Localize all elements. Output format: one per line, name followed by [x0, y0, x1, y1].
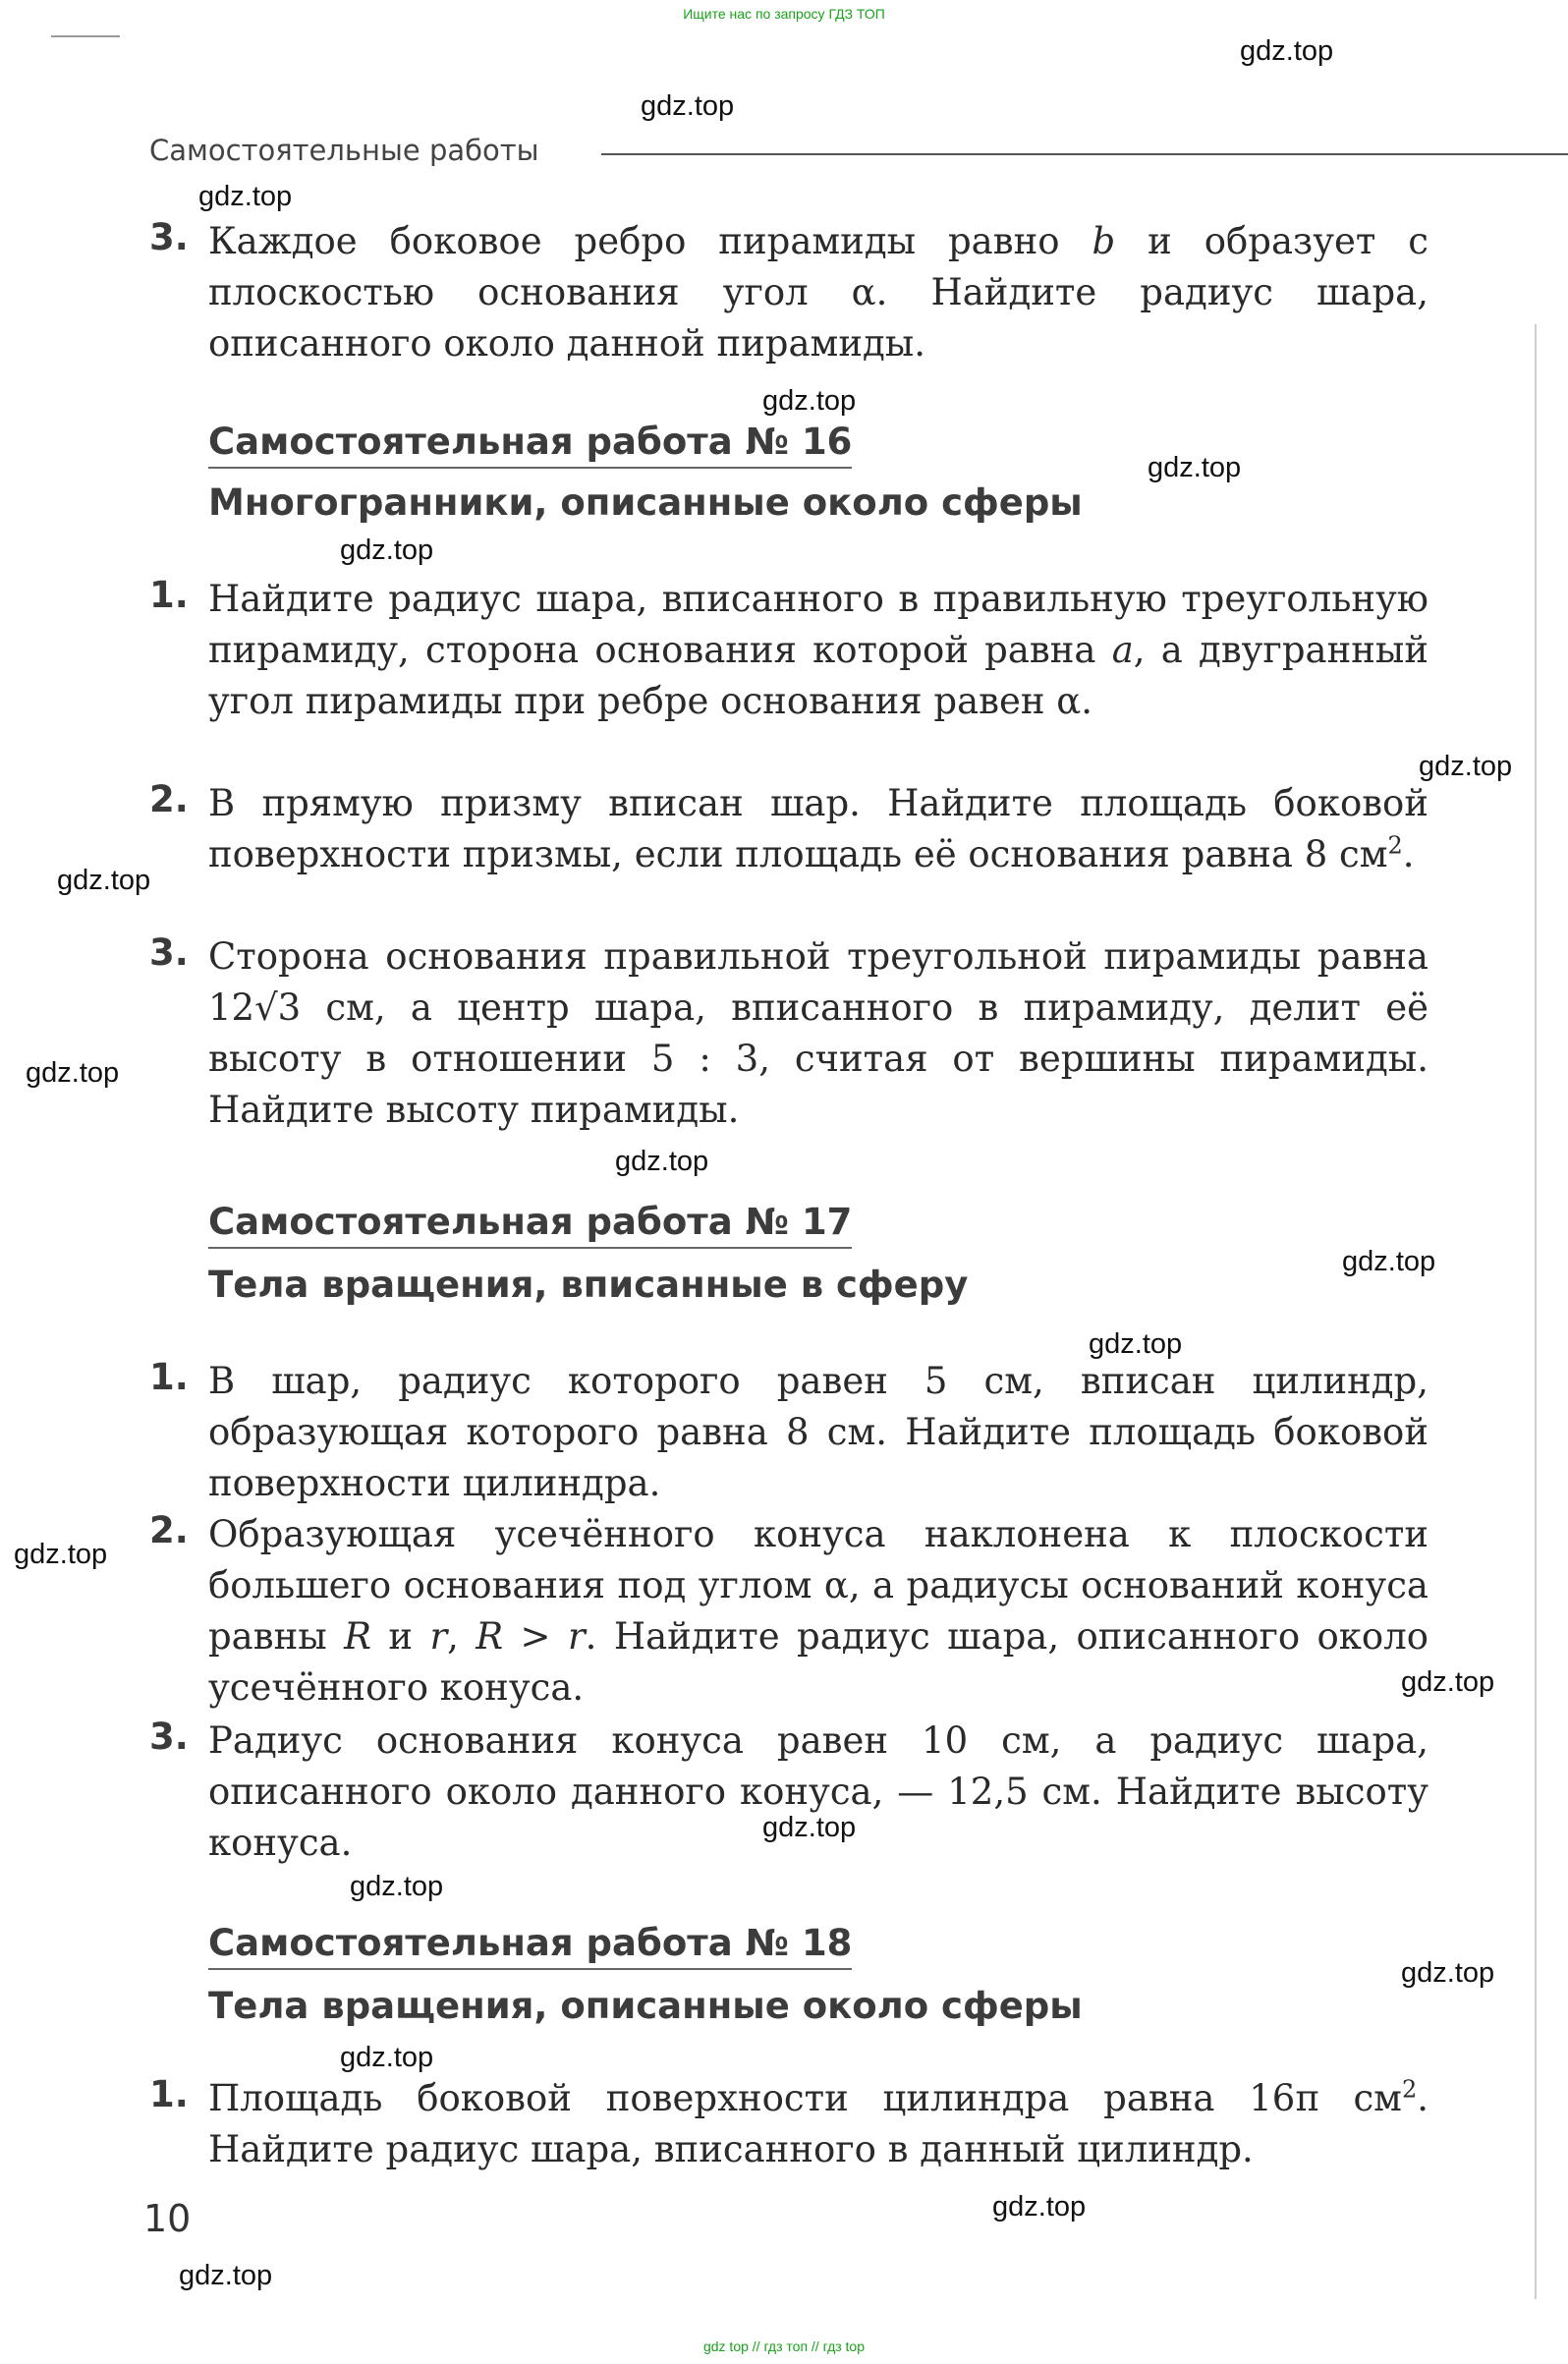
section-18-title — [208, 1922, 852, 1970]
task-text: Образующая усечённого конуса наклонена к плоскости большего основания под углом α, а радиусы оснований конуса равны R и r, R > r. Найдите радиус шара, описанного около усечённого конуса. — [208, 1513, 1428, 1709]
watermark: gdz.top — [1089, 1328, 1183, 1360]
task-text: Сторона основания правильной треугольной пирамиды равна 12√3 см, а центр шара, вписанного в пирамиду, делит её высоту в отношении 5 : 3, считая от вершины пирамиды. Найдите высоту пирамиды. — [208, 935, 1428, 1131]
watermark: gdz.top — [1240, 35, 1334, 67]
top-banner: Ищите нас по запросу ГДЗ ТОП — [683, 6, 885, 22]
watermark: gdz.top — [1419, 751, 1513, 782]
task-text: В прямую призму вписан шар. Найдите площадь боковой поверхности призмы, если площадь её основания равна 8 $см^2$. — [208, 782, 1428, 875]
watermark: gdz.top — [340, 535, 434, 566]
watermark: gdz.top — [1148, 452, 1242, 483]
task-number: 1. — [149, 574, 189, 616]
task-16-3 — [149, 931, 1428, 1136]
section-17-subtitle: Тела вращения, вписанные в сферу — [208, 1264, 969, 1306]
watermark: gdz.top — [340, 2042, 434, 2073]
task-16-2 — [149, 778, 1428, 880]
task-text: В шар, радиус которого равен 5 см, вписан цилиндр, образующая которого равна 8 см. Найдите площадь боковой поверхности цилиндра. — [208, 1360, 1428, 1504]
watermark: gdz.top — [350, 1871, 444, 1902]
section-title-text: Самостоятельная работа № 17 — [208, 1201, 853, 1243]
section-title-underline — [208, 1247, 852, 1249]
section-17-title — [208, 1201, 852, 1249]
watermark: gdz.top — [1401, 1666, 1495, 1698]
task-text: Каждое боковое ребро пирамиды равно b и образует с плоскостью основания угол α. Найдите радиус шара, описанного около данной пирамиды. — [208, 220, 1429, 365]
task-17-1 — [149, 1356, 1428, 1509]
task-number: 3. — [149, 1716, 189, 1758]
page-number: 10 — [143, 2197, 192, 2240]
section-title-underline — [208, 467, 852, 469]
task-text: Радиус основания конуса равен 10 см, а радиус шара, описанного около данного конуса, — 12,5 см. Найдите высоту конуса. — [208, 1719, 1428, 1864]
watermark: gdz.top — [1342, 1246, 1436, 1277]
task-17-3 — [149, 1716, 1428, 1869]
section-16-title — [208, 421, 852, 469]
watermark: gdz.top — [179, 2260, 273, 2291]
task-number: 3. — [149, 216, 189, 258]
watermark: gdz.top — [198, 181, 293, 212]
task-number: 1. — [149, 2073, 189, 2115]
watermark: gdz.top — [615, 1146, 709, 1177]
watermark: gdz.top — [14, 1539, 108, 1570]
corner-rule — [51, 35, 120, 37]
task-number: 1. — [149, 1356, 189, 1398]
watermark: gdz.top — [641, 90, 735, 122]
running-head-text: Самостоятельные работы — [149, 134, 539, 167]
running-head — [149, 134, 1427, 173]
section-title-text: Самостоятельная работа № 16 — [208, 421, 853, 463]
bottom-banner: gdz top // гдз топ // гдз top — [702, 2338, 866, 2354]
watermark: gdz.top — [992, 2191, 1087, 2223]
task-16-1 — [149, 574, 1428, 727]
watermark: gdz.top — [1401, 1957, 1495, 1989]
task-intro-3 — [149, 216, 1428, 369]
running-head-rule — [601, 153, 1568, 155]
watermark: gdz.top — [57, 865, 151, 896]
section-18-subtitle: Тела вращения, описанные около сферы — [208, 1985, 1083, 2027]
task-18-1 — [149, 2073, 1428, 2175]
watermark: gdz.top — [762, 1812, 857, 1843]
task-text: Площадь боковой поверхности цилиндра равна 16π $см^2$. Найдите радиус шара, вписанного в данный цилиндр. — [208, 2075, 1428, 2170]
task-number: 2. — [149, 1509, 189, 1551]
task-number: 2. — [149, 778, 189, 820]
section-16-subtitle: Многогранники, описанные около сферы — [208, 481, 1083, 524]
watermark: gdz.top — [762, 385, 857, 417]
section-title-underline — [208, 1968, 852, 1970]
page-edge-line — [1535, 324, 1537, 2299]
watermark: gdz.top — [26, 1057, 120, 1089]
section-title-text: Самостоятельная работа № 18 — [208, 1922, 853, 1964]
task-number: 3. — [149, 931, 189, 974]
task-17-2 — [149, 1509, 1428, 1714]
task-text: Найдите радиус шара, вписанного в правильную треугольную пирамиду, сторона основания которой равна a, а двугранный угол пирамиды при ребре основания равен α. — [208, 578, 1428, 722]
